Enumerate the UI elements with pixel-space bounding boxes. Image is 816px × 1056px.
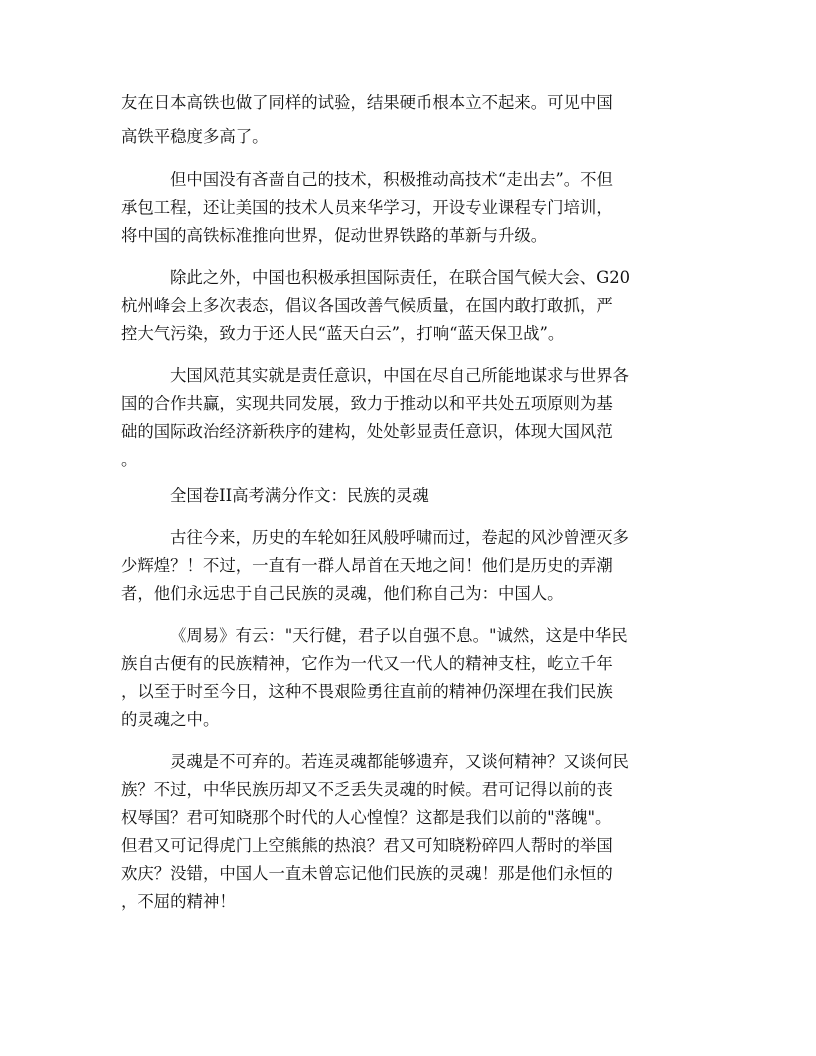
text-line: 族？不过，中华民族历却又不乏丢失灵魂的时候。君可记得以前的丧 [121, 780, 613, 799]
text-line: ，不屈的精神！ [121, 892, 236, 911]
text-line: 少辉煌？！不过，一直有一群人昂首在天地之间！他们是历史的弄潮 [121, 556, 613, 575]
text-line: 控大气污染，致力于还人民“蓝天白云”，打响“蓝天保卫战”。 [121, 324, 565, 343]
essay-title: 全国卷II高考满分作文：民族的灵魂 [170, 486, 429, 505]
text-line: 将中国的高铁标准推向世界，促动世界铁路的革新与升级。 [121, 226, 548, 245]
text-line: 杭州峰会上多次表态，倡议各国改善气候质量，在国内敢打敢抓，严 [121, 296, 613, 315]
text-line: 欢庆？没错，中国人一直未曾忘记他们民族的灵魂！那是他们永恒的 [121, 864, 613, 883]
text-line: 承包工程，还让美国的技术人员来华学习，开设专业课程专门培训， [121, 198, 613, 217]
text-line: 的灵魂之中。 [121, 710, 220, 729]
text-line: 族自古便有的民族精神，它作为一代又一代人的精神支柱，屹立千年 [121, 654, 613, 673]
text-line: 大国风范其实就是责任意识，中国在尽自己所能地谋求与世界各 [170, 366, 629, 385]
text-line: 但中国没有吝啬自己的技术，积极推动高技术“走出去”。不但 [170, 170, 613, 189]
text-line: 灵魂是不可弃的。若连灵魂都能够遗弃，又谈何精神？又谈何民 [170, 752, 629, 771]
text-line: 国的合作共赢，实现共同发展，致力于推动以和平共处五项原则为基 [121, 394, 613, 413]
text-line: 权辱国？君可知晓那个时代的人心惶惶？这都是我们以前的"落魄"。 [121, 808, 612, 827]
text-line: 除此之外，中国也积极承担国际责任，在联合国气候大会、G20 [170, 268, 631, 287]
text-line: 古往今来，历史的车轮如狂风般呼啸而过，卷起的风沙曾湮灭多 [170, 528, 629, 547]
text-line: 础的国际政治经济新秩序的建构，处处彰显责任意识，体现大国风范 [121, 422, 613, 441]
text-line: 友在日本高铁也做了同样的试验，结果硬币根本立不起来。可见中国 [121, 93, 613, 112]
text-line: ，以至于时至今日，这种不畏艰险勇往直前的精神仍深埋在我们民族 [121, 682, 613, 701]
text-line: 。 [121, 450, 138, 469]
text-line: 者，他们永远忠于自己民族的灵魂，他们称自己为：中国人。 [121, 584, 564, 603]
text-line: 但君又可记得虎门上空熊熊的热浪？君又可知晓粉碎四人帮时的举国 [121, 836, 613, 855]
text-line: 高铁平稳度多高了。 [121, 127, 269, 146]
text-line: 《周易》有云："天行健，君子以自强不息。"诚然，这是中华民 [170, 626, 628, 645]
